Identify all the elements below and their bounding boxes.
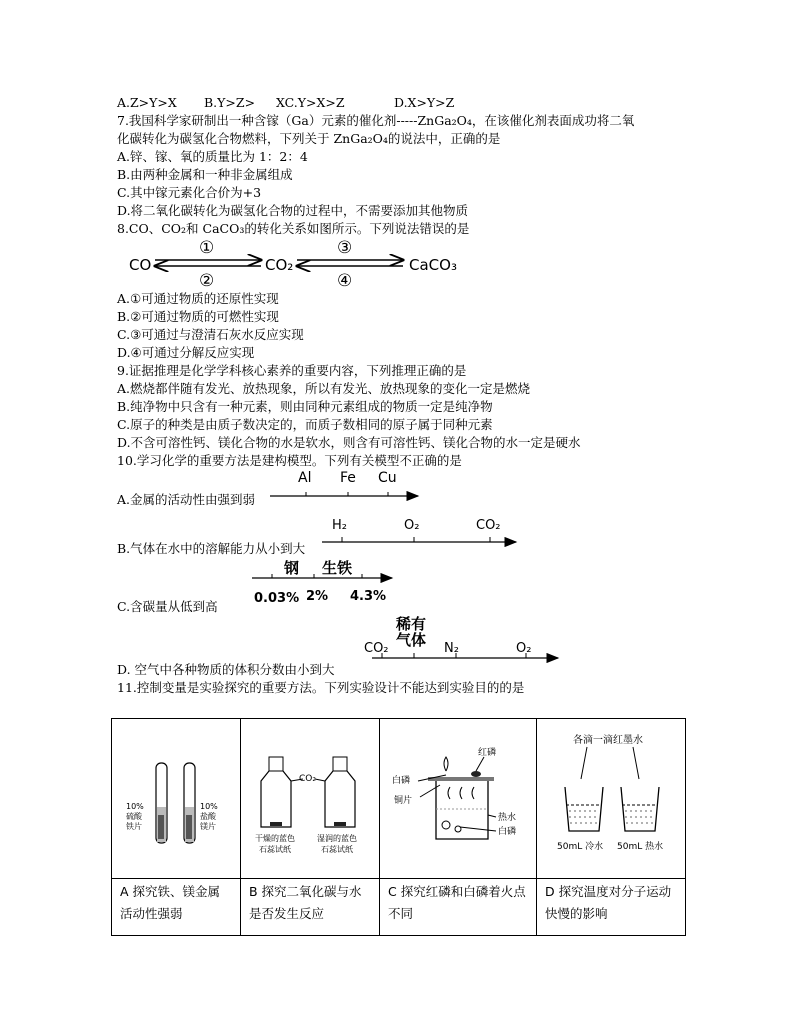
cold-water-label: 50mL 冷水: [557, 842, 604, 852]
caption-a: A 探究铁、镁金属活动性强弱: [112, 879, 241, 936]
c-value-3: 4.3%: [350, 589, 387, 604]
q6-option-d: D.X>Y>Z: [394, 95, 455, 110]
q10-c-model: [250, 556, 400, 608]
pig-iron-label: 生铁: [322, 559, 353, 577]
q7-stem-line2: 化碳转化为碳氢化合物燃料，下列关于 ZnGa₂O₄的说法中，正确的是: [117, 131, 501, 146]
bottle1-label-1: 干燥的蓝色: [255, 834, 295, 843]
q10-stem: 10.学习化学的重要方法是建构模型。下列有关模型不正确的是: [117, 453, 462, 468]
co2-label: CO₂: [265, 256, 294, 274]
tube2-acid: 盐酸: [200, 812, 216, 821]
q10-d-label: D. 空气中各种物质的体积分数由小到大: [117, 662, 335, 677]
n2-label: N₂: [444, 641, 459, 656]
hot-water-label: 热水: [498, 813, 517, 823]
q9-option-b: B.纯净物中只含有一种元素，则由同种元素组成的物质一定是纯净物: [117, 399, 493, 414]
o2-label: O₂: [404, 518, 420, 533]
co2-label-d: CO₂: [364, 641, 389, 656]
q7-option-a: A.锌、镓、氧的质量比为 1：2：4: [117, 149, 308, 164]
gas-bottles-figure: [241, 719, 380, 874]
test-tubes-figure: [112, 719, 241, 874]
q10-a-model: [270, 466, 430, 506]
co-label: CO: [129, 256, 152, 274]
q8-conversion-diagram: [125, 236, 465, 290]
step-3-label: ③: [337, 238, 353, 258]
step-1-label: ①: [199, 238, 215, 258]
q9-option-d: D.不含可溶性钙、镁化合物的水是软水，则含有可溶性钙、镁化合物的水一定是硬水: [117, 435, 581, 450]
rare-gas-label-1: 稀有: [396, 615, 427, 633]
q11-stem: 11.控制变量是实验探究的重要方法。下列实验设计不能达到实验目的的是: [117, 680, 525, 695]
q9-stem: 9.证据推理是化学学科核心素养的重要内容，下列推理正确的是: [117, 363, 467, 378]
bottle2-label-1: 湿润的蓝色: [317, 834, 357, 843]
q10-c-label: C.含碳量从低到高: [117, 599, 218, 614]
tube2-conc: 10%: [200, 802, 218, 811]
q9-option-c: C.原子的种类是由质子数决定的，而质子数相同的原子属于同种元素: [117, 417, 493, 432]
drop-ink-label: 各滴一滴红墨水: [573, 735, 643, 746]
caco3-label: CaCO₃: [409, 256, 457, 274]
q6-option-c: XC.Y>X>Z: [276, 95, 345, 110]
tube1-metal: 铁片: [126, 822, 142, 831]
step-4-label: ④: [337, 271, 353, 290]
al-label: Al: [298, 470, 312, 486]
pic-cell-b: [241, 719, 380, 879]
co2-label-b: CO₂: [476, 518, 501, 533]
bottle1-label-2: 石蕊试纸: [259, 845, 291, 854]
q10-b-model: [322, 512, 522, 552]
q9-option-a: A.燃烧都伴随有发光、放热现象，所以有发光、放热现象的变化一定是燃烧: [117, 381, 531, 396]
bottle2-label-2: 石蕊试纸: [321, 845, 353, 854]
q8-option-b: B.②可通过物质的可燃性实现: [117, 309, 279, 324]
q10-d-model: [362, 614, 562, 676]
q6-option-a: A.Z>Y>X: [117, 95, 177, 110]
q7-option-b: B.由两种金属和一种非金属组成: [117, 167, 293, 182]
fe-label: Fe: [340, 470, 356, 486]
pic-cell-d: [537, 719, 686, 879]
q7-stem-line1: 7.我国科学家研制出一种含镓（Ga）元素的催化剂-----ZnGa₂O₄，在该催化剂表面成功将二氧: [117, 113, 635, 128]
rare-gas-label-2: 气体: [396, 631, 427, 649]
q8-stem: 8.CO、CO₂和 CaCO₃的转化关系如图所示。下列说法错误的是: [117, 221, 470, 236]
q7-option-c: C.其中镓元素化合价为+3: [117, 185, 262, 200]
copper-label: 铜片: [394, 796, 413, 806]
c-value-2: 2%: [306, 589, 329, 604]
q7-option-d: D.将二氧化碳转化为碳氢化合物的过程中，不需要添加其他物质: [117, 203, 469, 218]
q8-option-c: C.③可通过与澄清石灰水反应实现: [117, 327, 304, 342]
q10-a-label: A.金属的活动性由强到弱: [117, 492, 256, 507]
beakers-figure: [537, 719, 686, 874]
co2-gas-label: CO₂: [299, 774, 316, 784]
caption-d: D 探究温度对分子运动快慢的影响: [537, 879, 686, 936]
pic-cell-c: [380, 719, 537, 879]
tube2-metal: 镁片: [200, 822, 216, 831]
tube1-acid: 硫酸: [126, 812, 142, 821]
caption-b: B 探究二氧化碳与水是否发生反应: [241, 879, 380, 936]
red-p-label: 红磷: [478, 748, 497, 758]
white-p-2-label: 白磷: [498, 827, 517, 837]
step-2-label: ②: [199, 271, 215, 290]
h2-label: H₂: [332, 518, 347, 533]
phosphorus-figure: [380, 719, 537, 874]
q8-option-d: D.④可通过分解反应实现: [117, 345, 255, 360]
q10-b-label: B.气体在水中的溶解能力从小到大: [117, 541, 306, 556]
tube1-conc: 10%: [126, 802, 144, 811]
cu-label: Cu: [378, 470, 397, 486]
white-p-label: 白磷: [392, 776, 411, 786]
q8-option-a: A.①可通过物质的还原性实现: [117, 291, 279, 306]
q6-option-b: B.Y>Z>: [204, 95, 256, 110]
hot-water-label-d: 50mL 热水: [617, 842, 664, 852]
steel-label: 钢: [284, 559, 300, 577]
q6-options: [117, 95, 454, 111]
pic-cell-a: [112, 719, 241, 879]
o2-label-d: O₂: [516, 641, 532, 656]
q11-experiment-table: [111, 718, 686, 936]
c-value-1: 0.03%: [254, 591, 300, 606]
caption-c: C 探究红磷和白磷着火点不同: [380, 879, 537, 936]
